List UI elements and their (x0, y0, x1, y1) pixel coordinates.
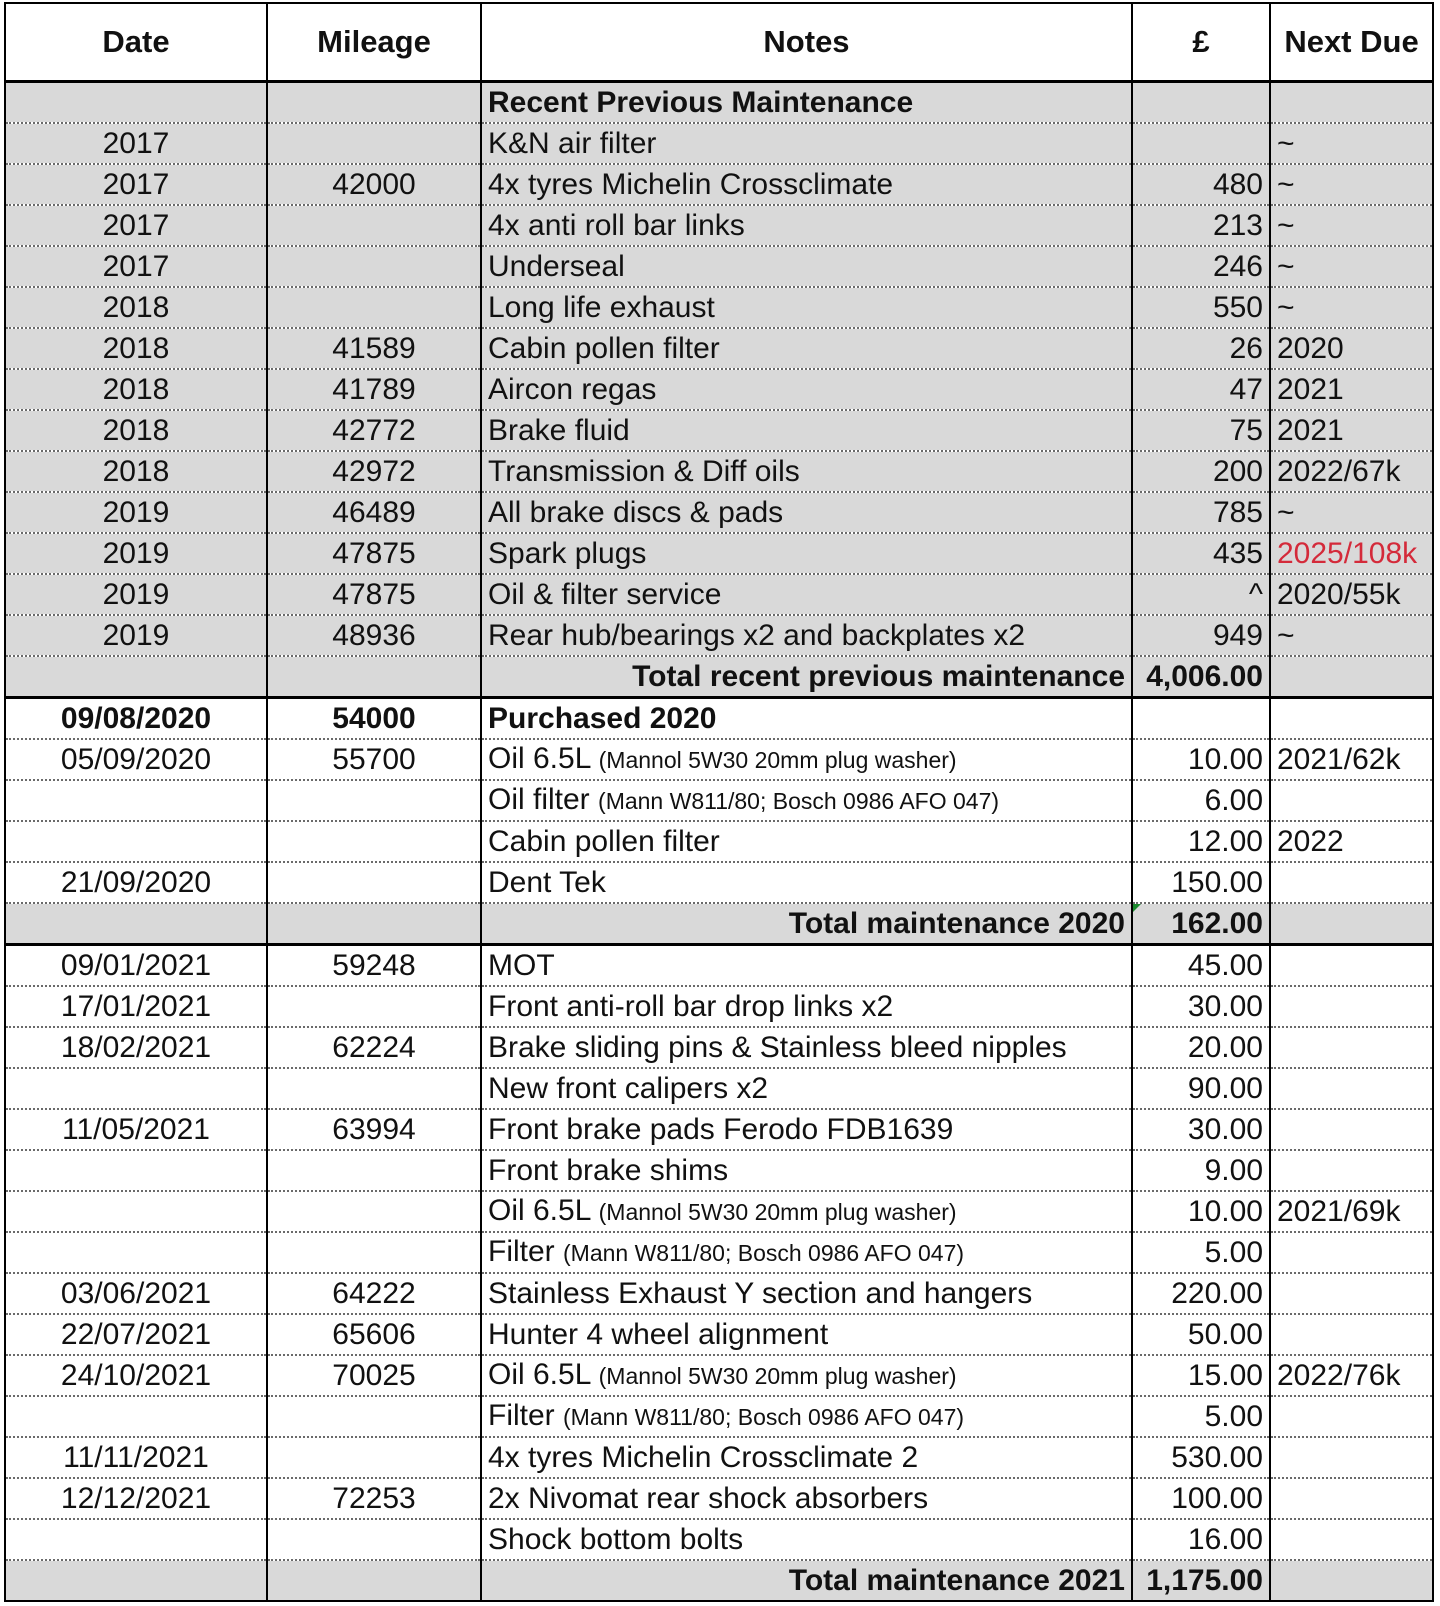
cell-cost[interactable]: 90.00 (1132, 1068, 1270, 1109)
cell-next-due[interactable]: ~ (1270, 492, 1433, 533)
cell-mileage[interactable] (267, 1519, 481, 1560)
cell-notes[interactable] (481, 1027, 1132, 1068)
cell-notes[interactable] (481, 780, 1132, 821)
cell-mileage[interactable]: 42772 (267, 410, 481, 451)
cell-date[interactable]: 2017 (5, 164, 267, 205)
cell-date[interactable] (5, 780, 267, 821)
cell-date[interactable]: 11/11/2021 (5, 1437, 267, 1478)
cell-cost[interactable]: 246 (1132, 246, 1270, 287)
cell-date[interactable] (5, 1519, 267, 1560)
note-detail: (Mannol 5W30 20mm plug washer) (598, 747, 957, 773)
header-date[interactable]: Date (5, 3, 267, 82)
cell-next-due[interactable] (1270, 903, 1433, 945)
cell-date[interactable]: 24/10/2021 (5, 1355, 267, 1396)
cell-mileage[interactable] (267, 862, 481, 903)
cell-mileage[interactable] (267, 287, 481, 328)
cell-cost[interactable] (1132, 82, 1270, 124)
header-row (5, 3, 1433, 82)
cell-mileage[interactable] (267, 780, 481, 821)
table-row (5, 1150, 1433, 1191)
table-row (5, 287, 1433, 328)
table-row (5, 821, 1433, 862)
cell-next-due[interactable] (1270, 1027, 1433, 1068)
cell-notes[interactable] (481, 1068, 1132, 1109)
cell-date[interactable]: 09/08/2020 (5, 698, 267, 740)
cell-next-due[interactable]: 2021 (1270, 369, 1433, 410)
total-value[interactable]: 4,006.00 (1132, 656, 1270, 698)
cell-cost[interactable]: 20.00 (1132, 1027, 1270, 1068)
cell-notes[interactable] (481, 1232, 1132, 1273)
note-text: Filter (488, 1399, 555, 1432)
table-row (5, 862, 1433, 903)
cell-notes[interactable] (481, 369, 1132, 410)
note-text: Brake fluid (488, 413, 630, 447)
cell-date[interactable]: 2019 (5, 574, 267, 615)
cell-mileage[interactable]: 72253 (267, 1478, 481, 1519)
cell-notes[interactable] (481, 492, 1132, 533)
cell-mileage[interactable] (267, 1437, 481, 1478)
table-row (5, 1314, 1433, 1355)
table-row (5, 1478, 1433, 1519)
cell-date[interactable]: 17/01/2021 (5, 986, 267, 1027)
note-text: Rear hub/bearings x2 and backplates x2 (488, 618, 1026, 652)
note-text: 4x tyres Michelin Crossclimate 2 (488, 1440, 919, 1474)
cell-mileage[interactable] (267, 1396, 481, 1437)
cell-mileage[interactable]: 70025 (267, 1355, 481, 1396)
table-row (5, 1191, 1433, 1232)
note-text: Front anti-roll bar drop links x2 (488, 989, 894, 1023)
cell-date[interactable]: 2018 (5, 287, 267, 328)
cell-next-due[interactable] (1270, 780, 1433, 821)
table-row (5, 945, 1433, 987)
cell-date[interactable]: 09/01/2021 (5, 945, 267, 987)
note-text: Front brake shims (488, 1153, 729, 1187)
cell-cost[interactable]: 220.00 (1132, 1273, 1270, 1314)
cell-next-due[interactable]: 2022/67k (1270, 451, 1433, 492)
table-row (5, 1068, 1433, 1109)
cell-next-due[interactable] (1270, 1314, 1433, 1355)
cell-next-due[interactable]: 2020/55k (1270, 574, 1433, 615)
cell-cost[interactable]: 47 (1132, 369, 1270, 410)
cell-date[interactable]: 2018 (5, 451, 267, 492)
total-row (5, 903, 1433, 945)
cell-mileage[interactable] (267, 205, 481, 246)
header-mileage[interactable]: Mileage (267, 3, 481, 82)
cell-date[interactable] (5, 1560, 267, 1601)
cell-date[interactable]: 2019 (5, 615, 267, 656)
cell-notes[interactable] (481, 945, 1132, 987)
cell-mileage[interactable]: 64222 (267, 1273, 481, 1314)
note-text: Oil 6.5L (488, 1358, 591, 1391)
total-value[interactable]: 162.00 (1132, 903, 1270, 945)
note-detail: (Mannol 5W30 20mm plug washer) (598, 1363, 957, 1389)
table-row (5, 780, 1433, 821)
cell-notes[interactable] (481, 533, 1132, 574)
table-row (5, 1396, 1433, 1437)
note-detail: (Mannol 5W30 20mm plug washer) (598, 1199, 957, 1225)
cell-mileage[interactable]: 47875 (267, 574, 481, 615)
cell-mileage[interactable]: 42000 (267, 164, 481, 205)
cell-cost[interactable]: 150.00 (1132, 862, 1270, 903)
cell-notes[interactable] (481, 1355, 1132, 1396)
cell-notes[interactable] (481, 205, 1132, 246)
cell-date[interactable]: 2019 (5, 492, 267, 533)
cell-next-due[interactable]: 2022 (1270, 821, 1433, 862)
cell-cost[interactable]: 480 (1132, 164, 1270, 205)
note-text: Brake sliding pins & Stainless bleed nipples (488, 1030, 1067, 1064)
cell-next-due[interactable] (1270, 698, 1433, 740)
cell-mileage[interactable]: 62224 (267, 1027, 481, 1068)
note-text: Cabin pollen filter (488, 824, 720, 858)
note-text: Cabin pollen filter (488, 331, 720, 365)
cell-mileage[interactable]: 63994 (267, 1109, 481, 1150)
table-row (5, 1232, 1433, 1273)
note-text: Underseal (488, 249, 625, 283)
cell-date[interactable]: 2018 (5, 410, 267, 451)
table-row (5, 1519, 1433, 1560)
total-label[interactable]: Total recent previous maintenance (481, 656, 1132, 698)
cell-next-due[interactable] (1270, 656, 1433, 698)
cell-notes[interactable] (481, 574, 1132, 615)
cell-mileage[interactable] (267, 821, 481, 862)
cell-notes[interactable] (481, 451, 1132, 492)
cell-next-due[interactable]: 2022/76k (1270, 1355, 1433, 1396)
cell-cost[interactable]: 15.00 (1132, 1355, 1270, 1396)
note-detail: (Mann W811/80; Bosch 0986 AFO 047) (598, 788, 1000, 814)
cell-notes[interactable] (481, 862, 1132, 903)
cell-mileage[interactable] (267, 1232, 481, 1273)
note-text: All brake discs & pads (488, 495, 784, 529)
cell-next-due[interactable]: ~ (1270, 246, 1433, 287)
cell-mileage[interactable]: 65606 (267, 1314, 481, 1355)
table-row (5, 1273, 1433, 1314)
cell-cost[interactable]: 30.00 (1132, 1109, 1270, 1150)
note-text: New front calipers x2 (488, 1071, 769, 1105)
cell-cost[interactable]: 200 (1132, 451, 1270, 492)
cell-next-due[interactable]: 2021 (1270, 410, 1433, 451)
cell-date[interactable] (5, 656, 267, 698)
cell-notes[interactable] (481, 1109, 1132, 1150)
header-notes[interactable]: Notes (481, 3, 1132, 82)
maintenance-spreadsheet (4, 2, 1434, 1602)
cell-notes[interactable] (481, 1273, 1132, 1314)
note-text: Oil filter (488, 783, 590, 816)
cell-date[interactable]: 12/12/2021 (5, 1478, 267, 1519)
cell-notes[interactable] (481, 1314, 1132, 1355)
header-cost[interactable]: £ (1132, 3, 1270, 82)
cell-cost[interactable]: 9.00 (1132, 1150, 1270, 1191)
cell-next-due[interactable]: ~ (1270, 164, 1433, 205)
cell-date[interactable]: 21/09/2020 (5, 862, 267, 903)
cell-date[interactable] (5, 1191, 267, 1232)
cell-next-due[interactable] (1270, 945, 1433, 987)
cell-notes[interactable] (481, 328, 1132, 369)
table-row (5, 986, 1433, 1027)
cell-next-due[interactable]: 2021/69k (1270, 1191, 1433, 1232)
cell-date[interactable]: 2018 (5, 369, 267, 410)
note-detail: (Mann W811/80; Bosch 0986 AFO 047) (563, 1240, 965, 1266)
cell-mileage[interactable]: 47875 (267, 533, 481, 574)
table-row (5, 615, 1433, 656)
cell-notes[interactable] (481, 1478, 1132, 1519)
cell-mileage[interactable] (267, 123, 481, 164)
cell-mileage[interactable]: 42972 (267, 451, 481, 492)
cell-cost[interactable]: 30.00 (1132, 986, 1270, 1027)
cell-cost[interactable]: 10.00 (1132, 739, 1270, 780)
cell-mileage[interactable] (267, 903, 481, 945)
cell-notes[interactable] (481, 1191, 1132, 1232)
note-detail: (Mann W811/80; Bosch 0986 AFO 047) (563, 1404, 965, 1430)
note-text: Aircon regas (488, 372, 657, 406)
cell-cost[interactable]: 5.00 (1132, 1232, 1270, 1273)
cell-notes[interactable] (481, 1519, 1132, 1560)
note-text: 4x tyres Michelin Crossclimate (488, 167, 894, 201)
cell-mileage[interactable] (267, 986, 481, 1027)
cell-next-due[interactable]: ~ (1270, 123, 1433, 164)
table-row (5, 369, 1433, 410)
note-text: 2x Nivomat rear shock absorbers (488, 1481, 929, 1515)
cell-mileage[interactable]: 54000 (267, 698, 481, 740)
table-row (5, 1355, 1433, 1396)
cell-next-due[interactable]: ~ (1270, 615, 1433, 656)
note-text: Spark plugs (488, 536, 647, 570)
cell-notes[interactable] (481, 821, 1132, 862)
cell-mileage[interactable] (267, 656, 481, 698)
table-row (5, 1109, 1433, 1150)
cell-date[interactable]: 03/06/2021 (5, 1273, 267, 1314)
cell-notes[interactable]: Purchased 2020 (481, 698, 1132, 740)
cell-date[interactable]: 2017 (5, 205, 267, 246)
cell-notes[interactable] (481, 615, 1132, 656)
cell-mileage[interactable]: 41789 (267, 369, 481, 410)
note-text: Filter (488, 1235, 555, 1268)
cell-notes[interactable] (481, 287, 1132, 328)
note-text: Hunter 4 wheel alignment (488, 1317, 829, 1351)
cell-mileage[interactable]: 55700 (267, 739, 481, 780)
cell-next-due[interactable]: ~ (1270, 287, 1433, 328)
cell-mileage[interactable] (267, 82, 481, 124)
cell-next-due[interactable] (1270, 862, 1433, 903)
cell-mileage[interactable]: 41589 (267, 328, 481, 369)
cell-next-due[interactable] (1270, 986, 1433, 1027)
table-row (5, 574, 1433, 615)
cell-cost[interactable]: 26 (1132, 328, 1270, 369)
cell-mileage[interactable] (267, 246, 481, 287)
note-text: Long life exhaust (488, 290, 715, 324)
cell-cost[interactable] (1132, 123, 1270, 164)
cell-notes[interactable] (481, 1150, 1132, 1191)
table-row (5, 410, 1433, 451)
cell-next-due[interactable] (1270, 1560, 1433, 1601)
cell-cost[interactable]: 550 (1132, 287, 1270, 328)
cell-cost[interactable] (1132, 698, 1270, 740)
header-next-due[interactable]: Next Due (1270, 3, 1433, 82)
table-row (5, 164, 1433, 205)
table-row (5, 205, 1433, 246)
cell-mileage[interactable]: 46489 (267, 492, 481, 533)
cell-notes[interactable] (481, 1396, 1132, 1437)
note-text: Oil & filter service (488, 577, 722, 611)
cell-date[interactable] (5, 1396, 267, 1437)
cell-next-due[interactable]: 2020 (1270, 328, 1433, 369)
cell-next-due[interactable] (1270, 1519, 1433, 1560)
total-row (5, 656, 1433, 698)
cell-mileage[interactable] (267, 1068, 481, 1109)
total-row (5, 1560, 1433, 1601)
note-text: Stainless Exhaust Y section and hangers (488, 1276, 1033, 1310)
cell-cost[interactable]: 16.00 (1132, 1519, 1270, 1560)
note-text: 4x anti roll bar links (488, 208, 745, 242)
cell-date[interactable]: 18/02/2021 (5, 1027, 267, 1068)
cell-next-due[interactable] (1270, 1232, 1433, 1273)
cell-next-due[interactable] (1270, 1437, 1433, 1478)
cell-cost[interactable]: 10.00 (1132, 1191, 1270, 1232)
section-heading[interactable]: Recent Previous Maintenance (481, 82, 1132, 124)
cell-next-due[interactable] (1270, 1273, 1433, 1314)
cell-mileage[interactable] (267, 1191, 481, 1232)
cell-date[interactable]: 11/05/2021 (5, 1109, 267, 1150)
cell-date[interactable]: 22/07/2021 (5, 1314, 267, 1355)
cell-next-due[interactable] (1270, 1150, 1433, 1191)
cell-cost[interactable]: 75 (1132, 410, 1270, 451)
cell-date[interactable]: 2017 (5, 123, 267, 164)
section-heading-row (5, 82, 1433, 124)
cell-next-due[interactable] (1270, 1109, 1433, 1150)
cell-notes[interactable] (481, 410, 1132, 451)
purchase-row (5, 698, 1433, 740)
note-text: Dent Tek (488, 865, 606, 899)
total-label[interactable]: Total maintenance 2020 (481, 903, 1132, 945)
table-row (5, 123, 1433, 164)
cell-date[interactable] (5, 1150, 267, 1191)
cell-date[interactable] (5, 821, 267, 862)
table-row (5, 246, 1433, 287)
cell-date[interactable]: 2017 (5, 246, 267, 287)
note-text: Oil 6.5L (488, 1194, 591, 1227)
cell-cost[interactable]: 213 (1132, 205, 1270, 246)
table-row (5, 533, 1433, 574)
note-text: Oil 6.5L (488, 742, 591, 775)
cell-next-due[interactable] (1270, 1396, 1433, 1437)
cell-next-due[interactable]: ~ (1270, 205, 1433, 246)
cell-cost[interactable]: ^ (1132, 574, 1270, 615)
table-row (5, 328, 1433, 369)
cell-notes[interactable] (481, 739, 1132, 780)
cell-cost[interactable]: 5.00 (1132, 1396, 1270, 1437)
cell-next-due[interactable] (1270, 1068, 1433, 1109)
cell-date[interactable] (5, 1232, 267, 1273)
cell-cost[interactable]: 435 (1132, 533, 1270, 574)
note-text: MOT (488, 948, 555, 982)
cell-notes[interactable] (481, 246, 1132, 287)
cell-cost[interactable]: 949 (1132, 615, 1270, 656)
table-row (5, 451, 1433, 492)
cell-cost[interactable]: 6.00 (1132, 780, 1270, 821)
cell-notes[interactable] (481, 164, 1132, 205)
cell-next-due[interactable] (1270, 82, 1433, 124)
table-row (5, 1027, 1433, 1068)
cell-mileage[interactable] (267, 1150, 481, 1191)
table-row (5, 492, 1433, 533)
cell-notes[interactable] (481, 1437, 1132, 1478)
cell-date[interactable] (5, 82, 267, 124)
cell-next-due[interactable] (1270, 1478, 1433, 1519)
note-text: Transmission & Diff oils (488, 454, 800, 488)
cell-cost[interactable]: 45.00 (1132, 945, 1270, 987)
cell-cost[interactable]: 50.00 (1132, 1314, 1270, 1355)
cell-next-due[interactable]: 2025/108k (1270, 533, 1433, 574)
note-text: Shock bottom bolts (488, 1522, 744, 1556)
note-text: Front brake pads Ferodo FDB1639 (488, 1112, 954, 1146)
cell-cost[interactable]: 100.00 (1132, 1478, 1270, 1519)
cell-date[interactable] (5, 1068, 267, 1109)
total-value[interactable]: 1,175.00 (1132, 1560, 1270, 1601)
cell-cost[interactable]: 530.00 (1132, 1437, 1270, 1478)
table-row (5, 739, 1433, 780)
cell-date[interactable]: 2019 (5, 533, 267, 574)
cell-notes[interactable] (481, 986, 1132, 1027)
cell-mileage[interactable]: 48936 (267, 615, 481, 656)
note-text: K&N air filter (488, 126, 657, 160)
cell-next-due[interactable]: 2021/62k (1270, 739, 1433, 780)
cell-mileage[interactable]: 59248 (267, 945, 481, 987)
total-label[interactable]: Total maintenance 2021 (481, 1560, 1132, 1601)
cell-date[interactable] (5, 903, 267, 945)
cell-cost[interactable]: 785 (1132, 492, 1270, 533)
cell-notes[interactable] (481, 123, 1132, 164)
table-body (5, 82, 1433, 1602)
table-row (5, 1437, 1433, 1478)
cell-date[interactable]: 05/09/2020 (5, 739, 267, 780)
cell-cost[interactable]: 12.00 (1132, 821, 1270, 862)
cell-mileage[interactable] (267, 1560, 481, 1601)
cell-date[interactable]: 2018 (5, 328, 267, 369)
